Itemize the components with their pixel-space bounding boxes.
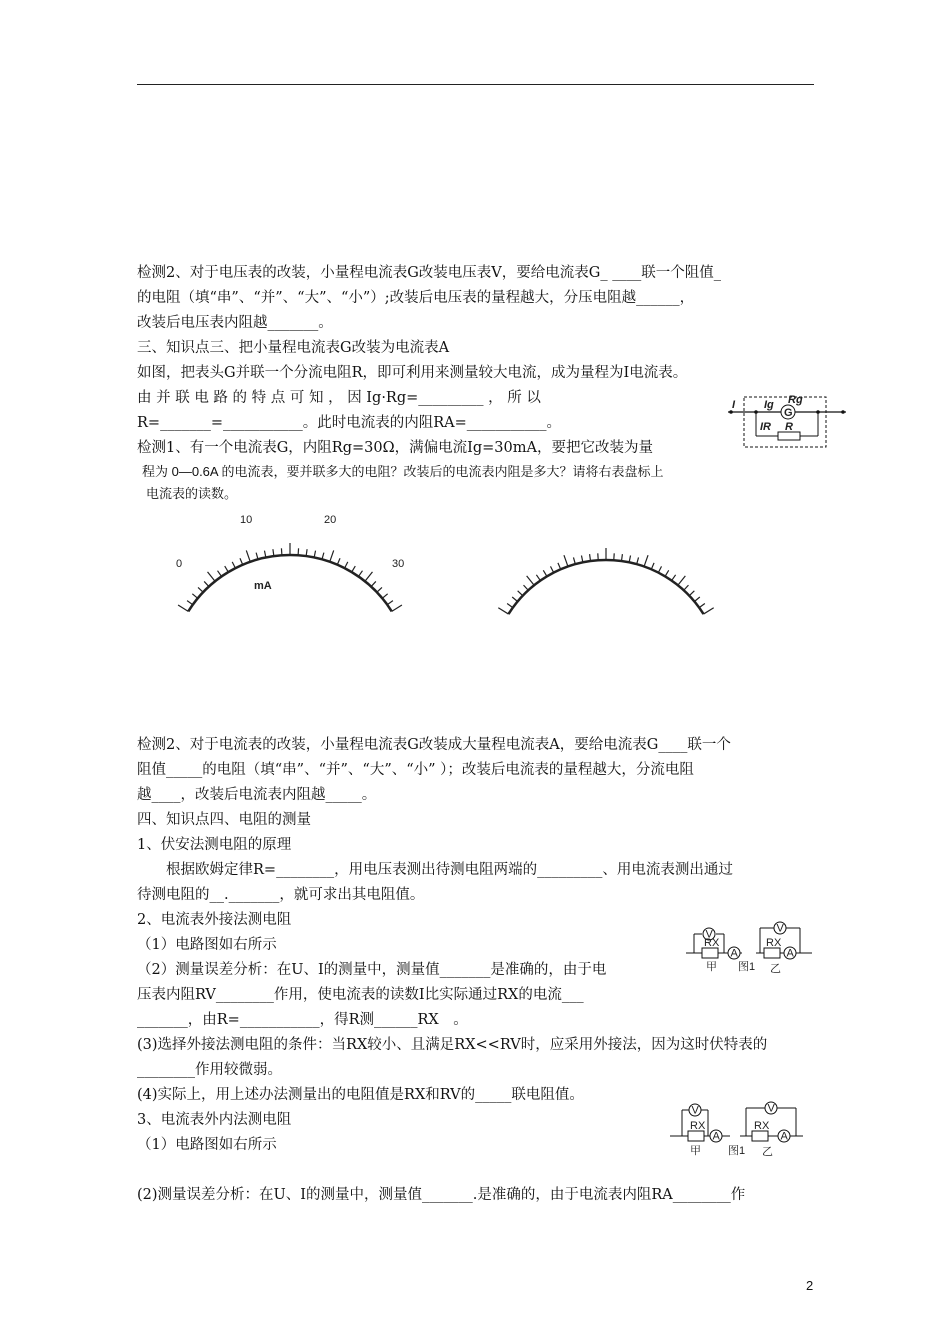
dial-label-30: 30 <box>392 558 405 570</box>
dial-tick <box>651 563 654 569</box>
meter-a-jia: A <box>730 947 738 960</box>
label-fig1-inner: 图1 <box>728 1145 746 1157</box>
text-line-16: 2、电流表外接法测电阻 <box>137 912 292 928</box>
text-line-15: 待测电阻的__._______，就可求出其电阻值。 <box>137 887 425 903</box>
dial-tick <box>225 566 229 572</box>
dial-tick <box>365 572 372 581</box>
text-line-4: 三、知识点三、把小量程电流表G改装为电流表A <box>137 340 450 356</box>
dial-tick <box>387 601 393 605</box>
label-yi: 乙 <box>770 963 781 975</box>
dial-tick <box>518 591 523 596</box>
meter-a-jia-inner: A <box>712 1130 720 1143</box>
label-jia-inner: 甲 <box>690 1145 701 1157</box>
meter-v-jia-inner: V <box>691 1104 699 1117</box>
dial-label-0: 0 <box>176 558 183 570</box>
text-line-5: 如图，把表头G并联一个分流电阻R，即可利用来测量较大电流，成为量程为I电流表。 <box>137 365 688 381</box>
meter-v-yi-inner: V <box>767 1102 775 1115</box>
dial-tick <box>672 575 676 581</box>
dial-tick <box>498 608 508 614</box>
dial-tick <box>684 585 689 590</box>
dial-tick <box>232 562 235 568</box>
dial-tick <box>678 576 685 585</box>
dial-tick <box>524 585 529 590</box>
dial-tick <box>240 558 243 564</box>
text-line-25: （1）电路图如右所示 <box>137 1137 277 1153</box>
dial-tick <box>345 562 348 568</box>
circuit-yi <box>738 922 812 975</box>
text-line-26: (2)测量误差分析：在U、I的测量中，测量值_______.是准确的，由于电流表内阻RA________作 <box>137 1187 746 1203</box>
dial-tick <box>644 555 648 566</box>
text-line-14: 根据欧姆定律R=________，用电压表测出待测电阻两端的_________、用电流表测出通过 <box>137 862 733 878</box>
dial-tick <box>689 591 694 596</box>
dial-tick <box>527 576 534 585</box>
text-line-21: (3)选择外接法测电阻的条件：当RX较小、且满足RX<<RV时，应采用外接法，因为这时伏特表的 <box>137 1037 768 1053</box>
text-line-7: R=_______=___________。此时电流表的内阻RA=___________。 <box>137 415 562 431</box>
dial-tick <box>218 571 222 577</box>
text-line-3: 改装后电压表内阻越_______。 <box>137 315 333 331</box>
text-line-22: ________作用较微弱。 <box>137 1062 282 1078</box>
dial-unit-ma: mA <box>254 580 272 592</box>
circuit-jia <box>686 928 742 973</box>
dial-tick <box>352 566 356 572</box>
dial-tick <box>382 594 387 598</box>
dial-tick <box>371 581 376 586</box>
circuit-label-r: R <box>785 421 793 433</box>
circuit-label-rg: Rg <box>788 394 803 406</box>
circuit-label-g: G <box>784 407 793 419</box>
dial-tick <box>204 581 209 586</box>
ammeter-dial-left <box>170 505 410 615</box>
label-jia: 甲 <box>706 961 717 973</box>
circuit-yi-inner <box>728 1102 803 1158</box>
label-yi-inner: 乙 <box>762 1146 773 1158</box>
meter-a-yi-inner: A <box>780 1130 788 1143</box>
dial-tick <box>198 587 203 592</box>
text-line-18: （2）测量误差分析：在U、I的测量中，测量值_______是准确的，由于电 <box>137 962 607 978</box>
dial-tick <box>665 570 669 576</box>
dial-label-20: 20 <box>324 514 337 526</box>
dial-tick <box>694 597 699 601</box>
text-line-1: 检测2、对于电压表的改装，小量程电流表G改装电压表V，要给电流表G_ ____联一个阻值_ <box>137 265 721 281</box>
dial-tick <box>246 550 250 561</box>
dial-tick <box>187 601 193 605</box>
internal-connection-circuits <box>668 1096 813 1158</box>
question-image-line2: 电流表的读数。 <box>146 486 238 501</box>
text-line-6: 由 并 联 电 路 的 特 点 可 知 ， 因 Ig·Rg=_________ ， 所 以 <box>137 390 541 406</box>
dial-tick <box>658 566 661 572</box>
external-connection-circuits <box>684 916 824 976</box>
text-line-12: 四、知识点四、电阻的测量 <box>137 812 311 828</box>
resistor-rx-yi-inner: RX <box>754 1120 770 1132</box>
dial-tick <box>358 571 362 577</box>
ammeter-dial-right <box>500 505 720 615</box>
dial-tick <box>512 597 517 601</box>
dial-tick <box>704 608 714 614</box>
text-line-11: 越____，改装后电流表内阻越_____。 <box>137 787 377 803</box>
dial-tick <box>377 587 382 592</box>
dial-tick <box>558 563 561 569</box>
text-line-20: _______，由R=___________，得R测______RX 。 <box>137 1012 468 1028</box>
meter-a-yi: A <box>786 947 794 960</box>
text-line-9: 检测2、对于电流表的改装，小量程电流表G改装成大量程电流表A，要给电流表G____联一个 <box>137 737 731 753</box>
text-line-10: 阻值_____的电阻（填“串”、“并”、“大”、“小” ）；改装后电流表的量程越大，分流电阻 <box>137 762 694 778</box>
dial-tick <box>208 572 215 581</box>
dial-tick <box>550 566 553 572</box>
text-line-13: 1、伏安法测电阻的原理 <box>137 837 292 853</box>
dial-tick <box>536 575 540 581</box>
resistor-rx-jia: RX <box>704 937 720 949</box>
dial-tick <box>192 594 197 598</box>
dial-tick <box>543 570 547 576</box>
resistor-rx-jia-inner: RX <box>690 1120 706 1132</box>
circuit-jia-inner <box>670 1104 730 1157</box>
text-line-17: （1）电路图如右所示 <box>137 937 277 953</box>
header-rule <box>137 84 814 85</box>
text-line-2: 的电阻（填“串”、“并”、“大”、“小”）;改装后电压表的量程越大，分压电阻越______， <box>137 290 695 306</box>
text-line-19: 压表内阻RV________作用，使电流表的读数I比实际通过RX的电流___ <box>137 987 584 1003</box>
dial-tick <box>178 605 188 611</box>
dial-tick <box>507 604 513 608</box>
dial-arc <box>508 560 703 614</box>
dial-tick <box>699 604 705 608</box>
shunt-circuit-diagram <box>728 392 848 452</box>
meter-v-jia: V <box>705 928 713 941</box>
dial-tick <box>330 550 334 561</box>
circuit-label-ig: Ig <box>764 399 774 411</box>
label-fig1: 图1 <box>738 961 756 973</box>
text-line-24: 3、电流表外内法测电阻 <box>137 1112 292 1128</box>
dial-arc <box>188 555 392 611</box>
dial-label-10: 10 <box>240 514 253 526</box>
text-line-8: 检测1、有一个电流表G，内阻Rg=30Ω，满偏电流Ig=30mA，要把它改装为量 <box>137 440 653 456</box>
text-line-23: (4)实际上，用上述办法测量出的电阻值是RX和RV的_____联电阻值。 <box>137 1087 584 1103</box>
meter-v-yi: V <box>776 922 784 935</box>
dial-tick <box>392 605 402 611</box>
circuit-label-i: I <box>732 399 736 411</box>
resistor-rx-yi: RX <box>766 937 782 949</box>
dial-tick <box>564 555 568 566</box>
dial-tick <box>337 558 340 564</box>
question-image-line1: 程为 0—0.6A 的电流表，要并联多大的电阻？改装后的电流表内阻是多大？请将右表盘标上 <box>142 464 664 479</box>
page-number: 2 <box>806 1278 814 1293</box>
circuit-label-ir: IR <box>760 421 771 433</box>
